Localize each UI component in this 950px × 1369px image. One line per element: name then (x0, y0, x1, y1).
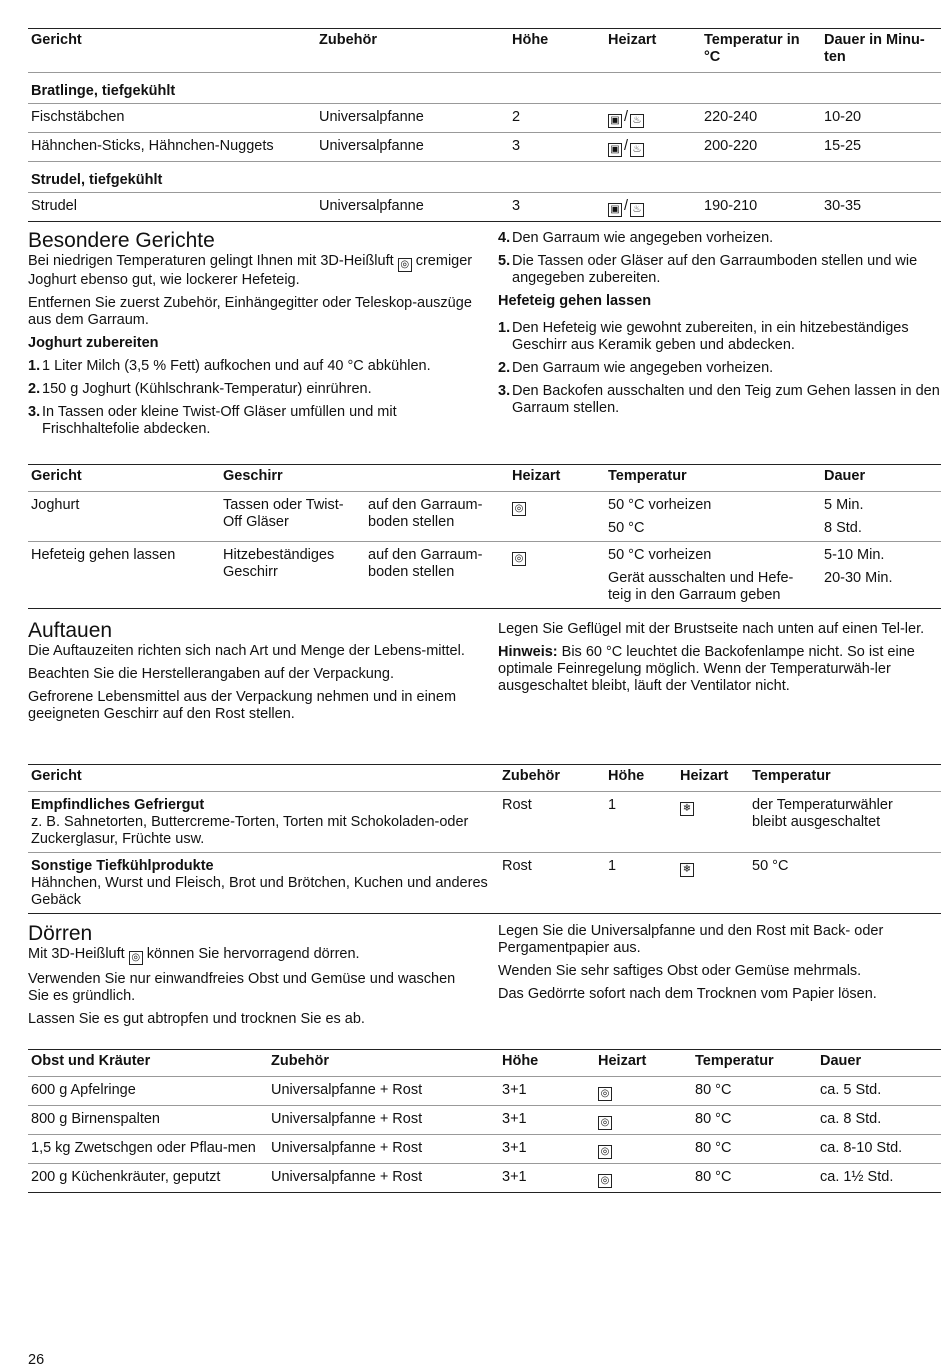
group-title: Bratlinge, tiefgekühlt (31, 83, 176, 99)
top-bottom-heat-icon: ▣ (608, 143, 622, 157)
3d-hot-air-icon: ◎ (512, 502, 526, 516)
heating-cell (509, 492, 605, 542)
col-header: Gericht (28, 465, 220, 492)
col-header: Heizart (677, 765, 749, 792)
col-header: Temperatur (605, 465, 821, 492)
section-title: Besondere Gerichte (28, 229, 215, 252)
paragraph: Bei niedrigen Temperaturen gelingt Ihnen mit 3D-Heißluft ◎ cremiger Joghurt ebenso gut, wie lockerer Hefeteig. (28, 253, 473, 288)
col-header: Zubehör (316, 29, 509, 73)
col-header: Heizart (605, 29, 701, 73)
table-row (28, 133, 941, 162)
3d-hot-air-icon: ◎ (598, 1116, 612, 1130)
dish-cell: Hefeteig gehen lassen (28, 542, 220, 609)
3d-hot-air-icon: ◎ (129, 951, 143, 965)
accessory-cell: Universalpfanne + Rost (268, 1106, 499, 1135)
table-header (28, 29, 941, 73)
table-row (28, 1077, 941, 1106)
list-item: 5. Die Tassen oder Gläser auf den Garraumboden stellen und wie angegeben zubereiten. (498, 253, 918, 286)
time-cell: 5-10 Min. 20-30 Min. (821, 542, 941, 609)
temp-cell: 50 °C (749, 853, 941, 914)
paragraph: Verwenden Sie nur einwandfreies Obst und Gemüse und waschen Sie es gründlich. (28, 971, 456, 1004)
paragraph: Entfernen Sie zuerst Zubehör, Einhängegitter oder Teleskop-auszüge aus dem Garraum. (28, 295, 472, 328)
group-title: Strudel, tiefgekühlt (28, 162, 941, 193)
table-row (28, 492, 941, 542)
temp-cell: 80 °C (692, 1164, 817, 1193)
table-row (28, 104, 941, 133)
accessory-cell: Universalpfanne (316, 104, 509, 133)
3d-hot-air-icon: ◎ (512, 552, 526, 566)
list-item: 1. Den Hefeteig wie gewohnt zubereiten, in ein hitzebeständiges Geschirr aus Keramik geben und abdecken. (498, 320, 909, 353)
3d-hot-air-icon: ◎ (598, 1087, 612, 1101)
paragraph: Mit 3D-Heißluft ◎ können Sie hervorragend dörren. (28, 946, 360, 963)
drying-table (28, 1049, 941, 1193)
special-left-column (28, 229, 473, 444)
list-item: 2. 150 g Joghurt (Kühlschrank-Temperatur) einrühren. (28, 381, 372, 397)
heating-cell (595, 1106, 692, 1135)
col-header: Gericht (28, 765, 499, 792)
temp-cell: 190-210 (701, 193, 821, 222)
col-header: Höhe (509, 29, 605, 73)
thaw-table (28, 764, 941, 914)
item-cell: 1,5 kg Zwetschgen oder Pflau-men (28, 1135, 268, 1164)
temp-cell: 50 °C vorheizen Gerät ausschalten und Hefe-teig in den Garraum geben (605, 542, 821, 609)
level-cell: 1 (608, 797, 617, 813)
col-header: Obst und Kräuter (28, 1050, 268, 1077)
temp-cell: 80 °C (695, 1082, 732, 1098)
defrost-icon: ❄ (680, 863, 694, 877)
temp-cell: 200-220 (701, 133, 821, 162)
special-table (28, 464, 941, 609)
time-cell: ca. 8-10 Std. (817, 1135, 941, 1164)
temp-cell: 220-240 (701, 104, 821, 133)
paragraph: Das Gedörrte sofort nach dem Trocknen vom Papier lösen. (498, 986, 877, 1002)
dish-cell: Sonstige Tiefkühlprodukte Hähnchen, Wurst und Fleisch, Brot und Brötchen, Kuchen und anderes Gebäck (28, 853, 499, 914)
paragraph: Beachten Sie die Herstellerangaben auf der Verpackung. (28, 666, 394, 682)
level-cell: 3+1 (499, 1164, 595, 1193)
accessory-cell: Rost (499, 853, 605, 914)
3d-hot-air-icon: ◎ (598, 1145, 612, 1159)
table-row (28, 792, 941, 853)
table-row (28, 1164, 941, 1193)
3d-hot-air-icon: ◎ (598, 1174, 612, 1188)
list-item: 3. Den Backofen ausschalten und den Teig zum Gehen lassen in den Garraum stellen. (498, 383, 940, 416)
accessory-cell: Universalpfanne + Rost (268, 1164, 499, 1193)
col-header: Gericht (28, 29, 316, 73)
col-header: Zubehör (499, 765, 605, 792)
accessory-cell: Universalpfanne (316, 193, 509, 222)
temp-cell: der Temperaturwähler bleibt ausgeschaltet (752, 797, 893, 830)
time-cell: 30-35 (821, 193, 941, 222)
table-row (28, 193, 941, 222)
level-cell: 3 (509, 133, 605, 162)
accessory-cell: Universalpfanne + Rost (268, 1135, 499, 1164)
paragraph: Wenden Sie sehr saftiges Obst oder Gemüse mehrmals. (498, 963, 862, 979)
heating-cell: ▣ / ♨ (605, 104, 701, 133)
heating-cell (595, 1135, 692, 1164)
dough-steps (498, 320, 940, 417)
table-header (28, 1050, 941, 1077)
yoghurt-steps (28, 358, 473, 438)
list-item: 2. Den Garraum wie angegeben vorheizen. (498, 360, 774, 376)
item-cell: 800 g Birnenspalten (28, 1106, 268, 1135)
heating-cell (595, 1077, 692, 1106)
col-header: Temperatur (749, 765, 941, 792)
time-cell: 10-20 (821, 104, 941, 133)
time-cell: ca. 1½ Std. (817, 1164, 941, 1193)
paragraph: Lassen Sie es gut abtropfen und trocknen Sie es ab. (28, 1011, 365, 1027)
dry-left-column (28, 922, 473, 1034)
placement-cell: auf den Garraum-boden stellen (368, 497, 483, 530)
level-cell: 2 (509, 104, 605, 133)
paragraph: Die Auftauzeiten richten sich nach Art und Menge der Lebens-mittel. (28, 643, 465, 659)
top-bottom-heat-icon: ▣ (608, 114, 622, 128)
list-item: 3. In Tassen oder kleine Twist-Off Gläser umfüllen und mit Frischhaltefolie abdecken. (28, 404, 397, 437)
paragraph: Gefrorene Lebensmittel aus der Verpackung nehmen und in einem geeigneten Geschirr auf den Rost stellen. (28, 689, 457, 722)
list-item: 1. 1 Liter Milch (3,5 % Fett) aufkochen und auf 40 °C abkühlen. (28, 358, 431, 374)
page-number: 26 (28, 1352, 45, 1368)
dish-cell: Strudel (28, 193, 316, 222)
col-header: Höhe (605, 765, 677, 792)
table-header (28, 765, 941, 792)
table-row (28, 853, 941, 914)
pizza-setting-icon: ♨ (630, 114, 644, 128)
col-header: Temperatur (692, 1050, 817, 1077)
temp-cell: 80 °C (692, 1106, 817, 1135)
paragraph: Legen Sie Geflügel mit der Brustseite nach unten auf einen Tel-ler. (498, 621, 925, 637)
section-title: Dörren (28, 922, 93, 945)
col-header: Höhe (499, 1050, 595, 1077)
table-row (28, 1135, 941, 1164)
accessory-cell: Universalpfanne + Rost (271, 1082, 423, 1098)
group-row (28, 73, 941, 104)
table-row (28, 542, 941, 609)
accessory-cell: Rost (502, 797, 532, 813)
top-bottom-heat-icon: ▣ (608, 203, 622, 217)
item-cell: 200 g Küchenkräuter, geputzt (28, 1164, 268, 1193)
heating-cell (677, 853, 749, 914)
time-cell: ca. 5 Std. (820, 1082, 882, 1098)
dishware-cell: Tassen oder Twist-Off Gläser (223, 497, 344, 530)
level-cell: 3+1 (499, 1106, 595, 1135)
dish-cell: Hähnchen-Sticks, Hähnchen-Nuggets (28, 133, 316, 162)
paragraph: Legen Sie die Universalpfanne und den Rost mit Back- oder Pergamentpapier aus. (498, 923, 884, 956)
table-row (28, 1106, 941, 1135)
level-cell: 1 (605, 853, 677, 914)
note: Hinweis: Bis 60 °C leuchtet die Backofenlampe nicht. So ist eine optimale Feinregelung möglich. Wenn der Temperaturwäh-ler ausgeschaltet bleibt, läuft der Ventilator nicht. (498, 644, 915, 694)
col-header: Zubehör (268, 1050, 499, 1077)
thaw-left-column (28, 619, 473, 729)
subheading: Hefeteig gehen lassen (498, 293, 652, 309)
heating-cell: ▣ / ♨ (605, 193, 701, 222)
subheading: Joghurt zubereiten (28, 335, 159, 351)
temp-cell: 80 °C (692, 1135, 817, 1164)
yoghurt-steps-cont (498, 230, 940, 287)
level-cell: 3 (509, 193, 605, 222)
temp-cell: 50 °C vorheizen 50 °C (608, 497, 712, 536)
col-header: Temperatur in °C (701, 29, 821, 73)
heating-cell (595, 1164, 692, 1193)
col-header: Dauer (821, 465, 941, 492)
item-cell: 600 g Apfelringe (31, 1082, 136, 1098)
dry-right-column (498, 923, 940, 1009)
time-cell: 5 Min. 8 Std. (824, 497, 864, 536)
placement-cell: auf den Garraum-boden stellen (365, 542, 509, 609)
pizza-setting-icon: ♨ (630, 143, 644, 157)
pizza-setting-icon: ♨ (630, 203, 644, 217)
col-header: Geschirr (220, 465, 509, 492)
col-header: Heizart (509, 465, 605, 492)
time-cell: ca. 8 Std. (817, 1106, 941, 1135)
col-header: Heizart (595, 1050, 692, 1077)
accessory-cell: Universalpfanne (316, 133, 509, 162)
3d-hot-air-icon: ◎ (398, 258, 412, 272)
level-cell: 3+1 (502, 1082, 527, 1098)
time-cell: 15-25 (821, 133, 941, 162)
special-right-column (498, 230, 940, 423)
list-item: 4. Den Garraum wie angegeben vorheizen. (498, 230, 774, 246)
thaw-right-column (498, 621, 940, 701)
table-header (28, 465, 941, 492)
section-title: Auftauen (28, 619, 113, 642)
col-header: Dauer in Minu- ten (821, 29, 941, 73)
level-cell: 3+1 (499, 1135, 595, 1164)
frozen-table (28, 28, 941, 222)
dishware-cell: Hitzebeständiges Geschirr (220, 542, 365, 609)
group-row (28, 162, 941, 193)
heating-cell: ▣ / ♨ (605, 133, 701, 162)
heating-cell (677, 792, 749, 853)
dish-cell: Fischstäbchen (28, 104, 316, 133)
dish-cell: Joghurt (31, 497, 80, 513)
heating-cell (509, 542, 605, 609)
defrost-icon: ❄ (680, 802, 694, 816)
col-header: Dauer (817, 1050, 941, 1077)
dish-cell: Empfindliches Gefriergut z. B. Sahnetorten, Buttercreme-Torten, Torten mit Schokoladen-oder Zuckerglasur, Früchte usw. (31, 797, 469, 847)
